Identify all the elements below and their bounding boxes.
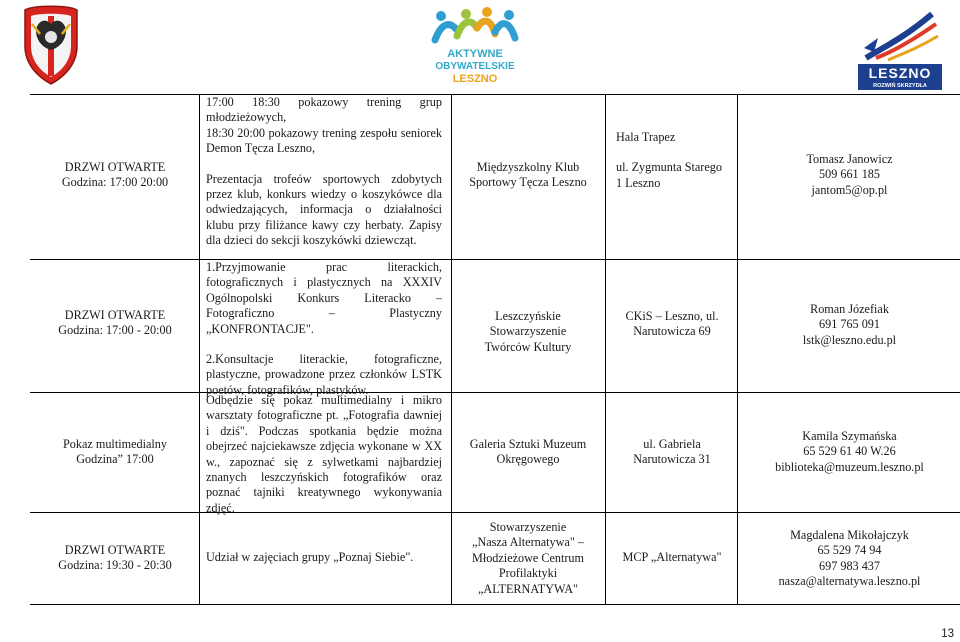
row1-place-spacer xyxy=(616,145,734,160)
row4-organizer-line3: Młodzieżowe Centrum xyxy=(471,550,585,565)
page-number: 13 xyxy=(941,628,954,640)
column-divider-1 xyxy=(199,94,200,605)
row2-contact-email: lstk@leszno.edu.pl xyxy=(802,332,897,347)
row1-description-cell xyxy=(206,95,442,249)
row1-description-line2: 18:30 20:00 pokazowy trening zespołu seniorek Demon Tęcza Leszno, xyxy=(206,125,442,156)
row3-place-cell xyxy=(610,437,734,468)
row4-organizer-line2: „Nasza Alternatywa" – xyxy=(472,535,584,550)
logo-text-line2: OBYWATELSKIE xyxy=(435,61,515,72)
row3-contact-email: biblioteka@muzeum.leszno.pl xyxy=(775,459,924,474)
wings-icon xyxy=(858,8,942,64)
row4-contact-phone2: 697 983 437 xyxy=(819,558,880,573)
row1-contact-phone: 509 661 185 xyxy=(819,167,880,182)
leszno-city-logo xyxy=(858,8,942,92)
row1-place-line2: ul. Zygmunta Starego xyxy=(616,160,722,175)
leszno-logo-tagline: ROZWIŃ SKRZYDŁA xyxy=(858,82,942,90)
row1-contact-cell xyxy=(742,152,957,198)
table-border-row2-bottom xyxy=(30,392,960,393)
row3-when-line2: Godzina” 17:00 xyxy=(76,452,154,467)
row2-description-cell xyxy=(206,260,442,398)
row2-organizer-line1: Leszczyńskie Stowarzyszenie xyxy=(489,309,567,339)
logo-text-line3: LESZNO xyxy=(452,73,498,85)
row3-when-cell xyxy=(36,437,194,468)
row4-contact-name: Magdalena Mikołajczyk xyxy=(790,528,909,542)
row1-place-cell xyxy=(616,130,734,191)
column-divider-4 xyxy=(737,94,738,605)
table-border-bottom xyxy=(30,604,960,605)
row3-contact-phone: 65 529 61 40 W.26 xyxy=(803,444,896,459)
row2-contact-name: Roman Józefiak xyxy=(810,302,889,316)
row2-description-item2: 2.Konsultacje literackie, fotograficzne, plastyczne, prowadzone przez członków LSTK poetów, fotografików, plastyków. xyxy=(206,352,442,397)
row3-place-line1: ul. Gabriela xyxy=(643,437,701,451)
row2-when-line2: Godzina: 17:00 - 20:00 xyxy=(58,323,172,338)
row2-contact-cell xyxy=(742,302,957,348)
row3-place-line2: Narutowicza 31 xyxy=(633,452,711,467)
row2-place-line2: Narutowicza 69 xyxy=(633,324,711,339)
row3-description-cell xyxy=(206,393,442,516)
leszno-logo-word: LESZNO xyxy=(858,64,942,82)
row1-when-line2: Godzina: 17:00 20:00 xyxy=(61,175,169,190)
column-divider-3 xyxy=(605,94,606,605)
row4-description-cell xyxy=(206,550,442,565)
row1-when-cell xyxy=(36,160,194,191)
row1-description-line3: Prezentacja trofeów sportowych zdobytych przez klub, konkurs wiedzy o koszykówce dla odwiedzających, informacja o działalności klubu przy filiżance kawy czy herbaty. Zapisy dla dzieci do sekcji koszykówki dziewcząt. xyxy=(206,171,442,248)
row3-organizer-line1: Galeria Sztuki Muzeum xyxy=(469,437,587,451)
row4-when-line2: Godzina: 19:30 - 20:30 xyxy=(58,558,172,573)
logo-text-line1: AKTYWNE xyxy=(447,48,503,60)
row2-place-line1: CKiS – Leszno, ul. xyxy=(625,309,719,323)
row2-when-cell xyxy=(36,308,194,339)
row3-organizer-line2: Okręgowego xyxy=(496,452,560,467)
row4-organizer-line1: Stowarzyszenie xyxy=(489,520,567,534)
row4-organizer-cell xyxy=(456,520,600,597)
column-divider-2 xyxy=(451,94,452,605)
row3-contact-cell xyxy=(742,429,957,475)
row1-description-line1: 17:00 18:30 pokazowy trening grup młodzieżowych, xyxy=(206,95,442,125)
row4-contact-cell xyxy=(742,528,957,590)
row2-description-spacer xyxy=(206,337,442,352)
row1-organizer-line2: Sportowy Tęcza Leszno xyxy=(469,175,587,190)
row2-organizer-cell xyxy=(456,309,600,355)
row1-organizer-line1: Międzyszkolny Klub xyxy=(476,160,580,174)
row3-contact-name: Kamila Szymańska xyxy=(802,429,897,443)
row1-contact-email: jantom5@op.pl xyxy=(811,182,888,197)
row2-description-item1: 1.Przyjmowanie prac literackich, fotograficznych i plastycznych na XXXIV Ogólnopolski Konkurs Literacko – Fotograficzno – Plastyczny „KONFRONTACJE". xyxy=(206,260,442,336)
table-border-top xyxy=(30,94,960,95)
people-figures-icon xyxy=(427,6,523,46)
row3-when-line1: Pokaz multimedialny xyxy=(63,437,167,451)
row3-description-text: Odbędzie się pokaz multimedialny i mikro warsztaty fotograficzne pt. „Fotografia dawniej i dziś". Podczas spotkania będzie można obejrzeć najciekawsze zdjęcia wykonane w XX w., zapoznać się z sylwetkami najbardziej znanych leszczyńskich fotografików oraz poznać tajniki kreatywnego wykonywania zdjęć. xyxy=(206,393,442,515)
row2-when-line1: DRZWI OTWARTE xyxy=(64,308,166,322)
row2-contact-phone: 691 765 091 xyxy=(819,317,880,332)
row2-place-cell xyxy=(610,309,734,340)
row4-when-line1: DRZWI OTWARTE xyxy=(64,543,166,557)
row1-place-line3: 1 Leszno xyxy=(616,175,661,190)
row4-organizer-line4: Profilaktyki xyxy=(498,566,558,581)
table-border-row1-bottom xyxy=(30,259,960,260)
row1-when-line1: DRZWI OTWARTE xyxy=(64,160,166,174)
row4-organizer-line5: „ALTERNATYWA" xyxy=(478,581,578,596)
row1-description-spacer xyxy=(206,157,442,172)
row1-contact-name: Tomasz Janowicz xyxy=(806,152,893,166)
row4-when-cell xyxy=(36,543,194,574)
row4-description-text: Udział w zajęciach grupy „Poznaj Siebie". xyxy=(206,550,414,564)
row4-contact-email: nasza@alternatywa.leszno.pl xyxy=(778,574,921,589)
city-crest-logo xyxy=(22,4,80,86)
aktywne-obywatelskie-leszno-logo xyxy=(425,6,525,92)
row2-organizer-line2: Twórców Kultury xyxy=(484,339,572,354)
row4-contact-phone1: 65 529 74 94 xyxy=(817,543,882,558)
row4-place-line1: MCP „Alternatywa" xyxy=(622,550,722,564)
row1-place-line1: Hala Trapez xyxy=(616,130,676,144)
table-border-row3-bottom xyxy=(30,512,960,513)
row1-organizer-cell xyxy=(456,160,600,191)
row3-organizer-cell xyxy=(456,437,600,468)
row4-place-cell xyxy=(610,550,734,565)
coat-of-arms-icon xyxy=(22,4,80,86)
